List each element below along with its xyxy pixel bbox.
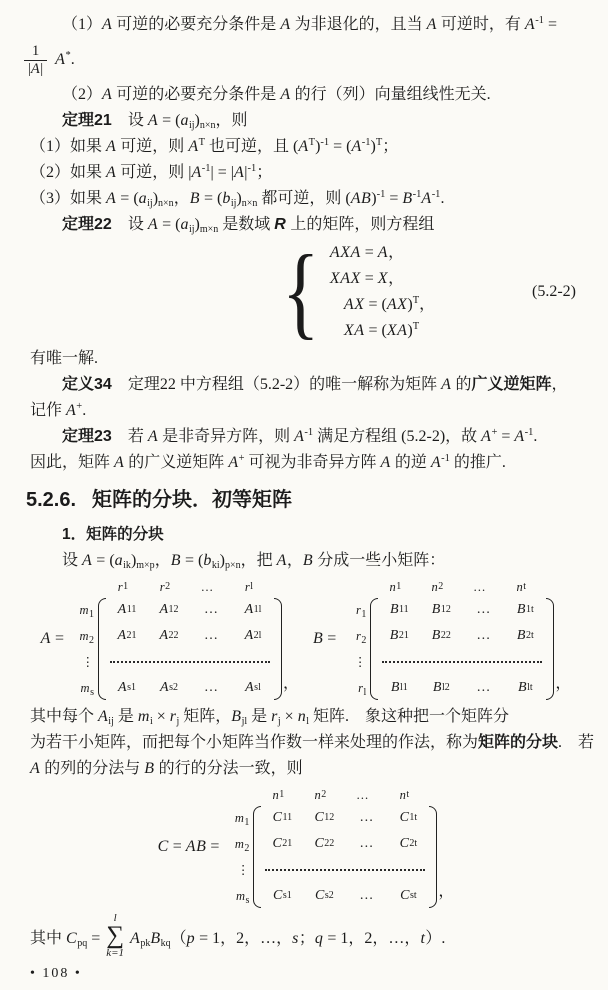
matrix-row-label: $m_1$ [79,602,94,620]
matrix-core [342,577,554,701]
matrix-header-grid [374,577,542,597]
matrix-entry: … [476,680,491,695]
definition-34-line-1: 定义34 定理22 中方程组（5.2-2）的唯一解称为矩阵 A 的广义逆矩阵， [62,376,568,393]
theorem-23-line-1: 定理23 若 A 是非奇异方阵，则 $A^{-1}$ 满足方程组 (5.2-2)，故 $A^+ = A^{-1}$. [62,427,538,445]
fraction-line [24,38,582,82]
matrix-col-headers [102,577,282,597]
matrix-body [70,597,282,701]
matrix-row-label: $m_s$ [235,888,250,906]
matrix-entry: B 21 [389,628,409,643]
matrix-row-label: $m_1$ [234,810,250,828]
matrix-b [313,577,571,701]
block-matrix-c [30,785,582,909]
page-number: • 108 • [30,966,82,981]
matrix-col-headers [374,577,554,597]
theorem-21-head: 定理21 设 $A = (a_{ij})_{n\times n}$，则 [62,112,248,131]
matrix-row-label: $r_2$ [355,628,367,646]
matrix-row-label: $m_s$ [80,680,94,698]
matrix-entry: C 12 [314,810,335,825]
matrix-entry: B l1 [390,680,408,695]
left-paren [370,598,378,700]
sigma-notation [106,913,124,959]
sigma-symbol: ∑ [106,922,125,950]
matrix-col-header: n 2 [314,787,327,802]
right-paren [274,598,282,700]
sum-formula-line [30,912,582,960]
matrix-lhs: C = AB = [157,838,220,855]
matrix-col-headers [257,785,437,805]
definition-34-line-2: 记作 A+. [30,401,87,419]
theorem-23-line-2: 因此，矩阵 A 的广义逆矩阵 A+ 可视为非奇异方阵 A 的逆 $A^{-1}$ 的推广. [30,453,506,471]
block-paragraph-line-3: A 的列的分法与 B 的行的分法一致，则 [30,760,303,777]
matrix-dots-row [110,661,270,663]
equation-label: (5.2-2) [532,283,576,300]
fraction-numerator: 1 [31,42,40,59]
matrix-row-labels [342,597,370,701]
matrix-entry: A 2l [244,628,262,643]
matrix-row-labels [225,805,253,909]
unique-solution-line: 有唯一解. [30,350,99,367]
matrix-entry: B 12 [431,602,451,617]
matrix-entry: … [476,628,491,643]
matrix-entry: C 1t [399,810,418,825]
matrix-entry: A 22 [159,628,179,643]
matrix-a [41,577,299,701]
matrix-col-header: n 1 [389,579,402,594]
matrix-core [70,577,282,701]
matrix-row-label: ⋮ [353,655,367,669]
matrix-entry: B 11 [389,602,409,617]
matrix-col-header: r l [244,579,254,594]
equation-xax: XAX = X， [329,270,405,287]
matrix-entries [106,597,274,701]
matrix-row-label: $r_1$ [355,602,367,620]
matrix-dots-row [265,869,425,871]
matrix-c [158,785,455,909]
paragraph-invertible-1: （1）A 可逆的必要充分条件是 A 为非退化的，且当 A 可逆时，有 $A^{-1}$ = [62,15,557,33]
matrix-col-header: n 2 [431,579,444,594]
matrix-col-header: r 2 [159,579,171,594]
theorem-21-item-3: （3）如果 $A = (a_{ij})_{n\times n}$，$B = (b_{ij})_{n\times n}$ 都可逆，则 $(AB)^{-1} = B^{-1}A^{-1}$. [30,189,445,209]
matrix-row-label: $m_2$ [234,836,250,854]
subheading-matrix-partition: 1．矩阵的分块 [62,526,164,543]
matrix-body [225,805,437,909]
theorem-22-head: 定理22 设 $A = (a_{ij})_{m\times n}$ 是数域 R 上的矩阵，则方程组 [62,216,435,235]
matrix-entry: B 22 [431,628,451,643]
matrix-entry: B l2 [432,680,450,695]
matrix-col-header: … [473,579,486,594]
equation-ax-transpose: AX = (AX)$^T$， [343,295,436,313]
matrix-entry: A 11 [117,602,137,617]
section-heading-5-2-6 [26,484,582,516]
matrix-entry: C 11 [272,810,293,825]
matrix-entries [261,805,429,909]
equation-system-5-2-2 [30,234,582,350]
left-paren [98,598,106,700]
matrix-entry: … [359,810,374,825]
matrix-suffix: ， [438,883,455,900]
equation-axa: AXA = A， [329,244,405,261]
block-paragraph-line-1: 其中每个 $A_{ij}$ 是 $m_i \times r_j$ 矩阵，$B_{jl}$ 是 $r_j \times n_l$ 矩阵. 象这种把一个矩阵分 [30,708,509,727]
matrix-entry: C s1 [273,888,292,903]
matrix-col-header: n t [516,579,527,594]
matrix-entry: A 1l [244,602,262,617]
fraction-denominator: |A| [24,60,47,78]
adjugate-term: A*. [55,50,75,68]
matrix-entry: … [203,628,218,643]
matrix-entry: B 2t [516,628,534,643]
matrix-header-grid [102,577,270,597]
matrix-suffix: ， [282,675,299,692]
matrix-entry: B lt [518,680,533,695]
matrix-col-header: r 1 [117,579,129,594]
matrix-body [342,597,554,701]
section-number: 5.2.6. [26,489,77,511]
fraction-1-over-detA [24,43,47,77]
matrix-core [225,785,437,909]
matrix-entry: C 2t [399,836,418,851]
matrix-entry: … [476,602,491,617]
matrix-entry: B 1t [516,602,534,617]
theorem-21-item-1: （1）如果 A 可逆，则 $A^T$ 也可逆，且 $(A^T)^{-1} = (A^{-1})^T$； [30,137,399,155]
paragraph-invertible-2: （2）A 可逆的必要充分条件是 A 的行（列）向量组线性无关. [62,86,491,103]
right-paren [546,598,554,700]
matrix-col-header: n 1 [272,787,285,802]
block-matrices-a-b [30,577,582,701]
matrix-lhs: A = [40,630,64,647]
matrix-col-header: … [356,787,369,802]
sigma-upper-limit: l [113,912,117,925]
matrix-row-labels [70,597,98,701]
matrix-entry: A s2 [160,680,178,695]
sigma-lower-limit: k=1 [106,946,125,959]
matrix-entry: … [359,836,374,851]
matrix-col-header: … [200,579,214,594]
matrix-row-label: ⋮ [81,655,94,669]
matrix-entry: C 22 [314,836,335,851]
matrix-entry: C s2 [315,888,334,903]
sum-body: $A_{pk}B_{kq}(p = 1$，2，…，s；q = 1，2，…，t）. [130,929,446,949]
matrix-entries [378,597,546,701]
equation-xa-transpose: XA = (XA)$^T$ [343,321,420,339]
matrix-entry: A 12 [159,602,179,617]
matrix-entry: A 21 [117,628,137,643]
left-paren [253,806,261,908]
matrix-row-label: $m_2$ [79,628,94,646]
matrix-entry: … [359,888,374,903]
matrix-suffix: ， [555,675,572,692]
matrix-row-label: $r_l$ [358,680,367,698]
sum-prefix: 其中 $C_{pq}$ = [30,929,101,949]
theorem-21-item-2: （2）如果 A 可逆，则 $|A^{-1}| = |A|^{-1}$； [30,163,273,181]
equation-lines [330,240,435,344]
section-title: 矩阵的分块．初等矩阵 [92,489,293,511]
block-paragraph-line-2: 为若干小矩阵，而把每个小矩阵当作数一样来处理的作法，称为矩阵的分块. 若 [30,734,595,751]
left-brace: { [282,234,320,350]
right-paren [429,806,437,908]
matrix-entry: … [203,602,218,617]
matrix-entry: C st [400,888,417,903]
matrix-dots-row [382,661,542,663]
matrix-entry: A sl [245,680,261,695]
matrix-header-grid [257,785,425,805]
matrix-entry: … [203,680,218,695]
matrix-col-header: n t [399,787,410,802]
matrix-entry: A s1 [118,680,136,695]
partition-setup-line: 设 $A = (a_{ik})_{m\times p}$，$B = (b_{ki})_{p\times n}$，把 A，B 分成一些小矩阵： [62,552,446,571]
matrix-entry: C 21 [272,836,293,851]
matrix-lhs: B = [313,630,337,647]
matrix-row-label: ⋮ [236,863,250,877]
